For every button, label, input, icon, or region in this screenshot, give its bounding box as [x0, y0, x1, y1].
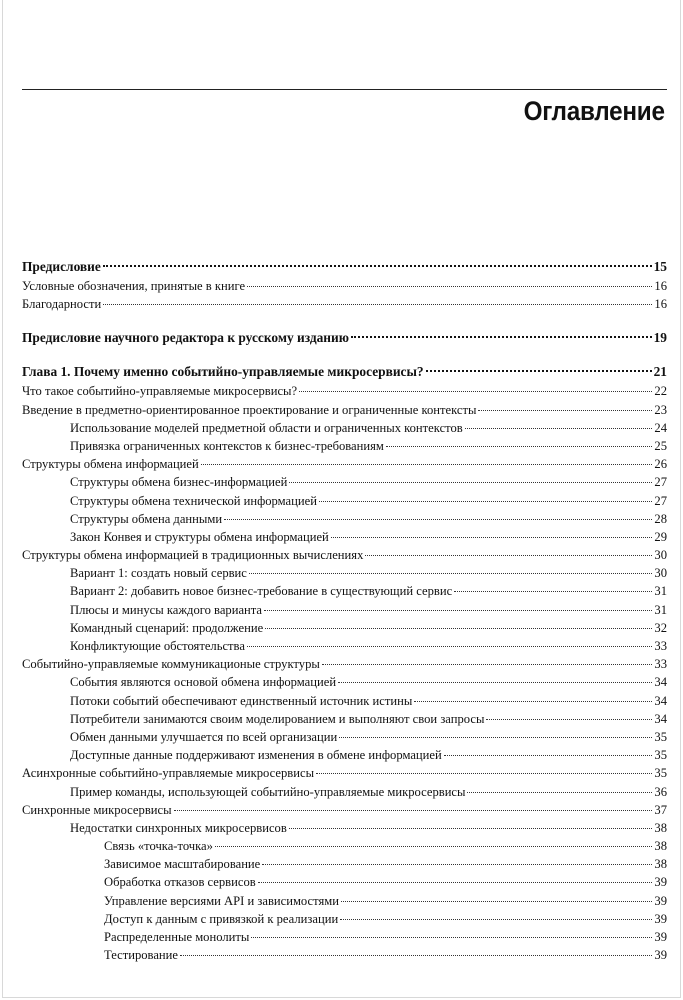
toc-entry-title: Синхронные микросервисы: [22, 801, 173, 819]
toc-entry[interactable]: [22, 455, 667, 473]
toc-page-number: 25: [654, 438, 667, 453]
toc-entry[interactable]: [22, 619, 667, 637]
toc-entry-title: События являются основой обмена информацией: [22, 673, 337, 691]
dot-leader: [247, 286, 652, 287]
dot-leader: [289, 482, 652, 483]
toc-entry-title: Глава 1. Почему именно событийно-управляемые микросервисы?: [22, 362, 425, 382]
toc-entry-title: Событийно-управляемые коммуникационые структуры: [22, 655, 321, 673]
toc-entry[interactable]: [22, 401, 667, 419]
toc-entry[interactable]: [22, 601, 667, 619]
toc-page-number: 24: [654, 420, 667, 435]
toc-page-number: 34: [654, 711, 667, 726]
dot-leader: [365, 555, 652, 556]
toc-entry[interactable]: [22, 946, 667, 964]
dot-leader: [174, 810, 652, 811]
dot-leader: [103, 304, 652, 305]
toc-page-number: 39: [654, 948, 667, 963]
toc-page-number: 36: [654, 784, 667, 799]
dot-leader: [339, 737, 652, 738]
toc-page-number: 27: [654, 475, 667, 490]
toc-entry-title: Вариант 2: добавить новое бизнес-требование в существующий сервис: [22, 582, 453, 600]
toc-page-number: 38: [654, 839, 667, 854]
table-of-contents: [22, 257, 667, 964]
dot-leader: [316, 773, 652, 774]
toc-page-number: 39: [654, 911, 667, 926]
toc-page-number: 39: [654, 875, 667, 890]
toc-page-number: 22: [654, 384, 667, 399]
toc-entry-title: Потоки событий обеспечивают единственный источник истины: [22, 692, 413, 710]
dot-leader: [249, 573, 652, 574]
toc-entry-title: Структуры обмена информацией: [22, 455, 200, 473]
toc-entry-editor-preface[interactable]: [22, 328, 667, 348]
toc-entry-acknowledgements[interactable]: [22, 295, 667, 313]
dot-leader: [201, 464, 652, 465]
toc-entry-title: Структуры обмена бизнес-информацией: [22, 473, 288, 491]
dot-leader: [414, 701, 652, 702]
dot-leader: [262, 864, 652, 865]
dot-leader: [426, 370, 652, 372]
toc-page-number: 33: [654, 657, 667, 672]
toc-entry[interactable]: [22, 419, 667, 437]
toc-page-number: 16: [654, 297, 667, 312]
toc-entry[interactable]: [22, 764, 667, 782]
toc-entry[interactable]: [22, 437, 667, 455]
toc-entry-title: Что такое событийно-управляемые микросервисы?: [22, 382, 298, 400]
toc-entry[interactable]: [22, 546, 667, 564]
toc-entry-title: Условные обозначения, принятые в книге: [22, 277, 246, 295]
toc-page-number: 34: [654, 675, 667, 690]
toc-page-number: 30: [654, 566, 667, 581]
page-title: Оглавление: [523, 96, 665, 126]
toc-entry-title: Зависимое масштабирование: [22, 855, 261, 873]
toc-page-number: 29: [654, 529, 667, 544]
toc-entry-title: Введение в предметно-ориентированное проектирование и ограниченные контексты: [22, 401, 477, 419]
toc-entry-title: Закон Конвея и структуры обмена информацией: [22, 528, 330, 546]
dot-leader: [289, 828, 652, 829]
toc-page-number: 32: [654, 620, 667, 635]
toc-entry-title: Структуры обмена данными: [22, 510, 223, 528]
toc-entry-title: Управление версиями API и зависимостями: [22, 892, 340, 910]
dot-leader: [386, 446, 652, 447]
toc-entry-title: Предисловие: [22, 257, 102, 277]
toc-entry-title: Плюсы и минусы каждого варианта: [22, 601, 263, 619]
toc-entry-title: Благодарности: [22, 295, 102, 313]
toc-entry[interactable]: [22, 910, 667, 928]
toc-entry[interactable]: [22, 855, 667, 873]
toc-entry-title: Командный сценарий: продолжение: [22, 619, 264, 637]
toc-entry-title: Привязка ограниченных контекстов к бизнес-требованиям: [22, 437, 385, 455]
dot-leader: [444, 755, 652, 756]
toc-entry-title: Пример команды, использующей событийно-управляемые микросервисы: [22, 783, 466, 801]
toc-entry-title: Вариант 1: создать новый сервис: [22, 564, 248, 582]
dot-leader: [215, 846, 652, 847]
toc-entry-title: Асинхронные событийно-управляемые микросервисы: [22, 764, 315, 782]
toc-entry[interactable]: [22, 728, 667, 746]
toc-entry-title: Использование моделей предметной области и ограниченных контекстов: [22, 419, 464, 437]
toc-entry[interactable]: [22, 473, 667, 491]
toc-page-number: 38: [654, 857, 667, 872]
toc-entry[interactable]: [22, 819, 667, 837]
toc-page-number: 39: [654, 893, 667, 908]
toc-entry-preface[interactable]: [22, 257, 667, 277]
toc-page-number: 31: [654, 602, 667, 617]
dot-leader: [478, 410, 652, 411]
toc-entry-title: Потребители занимаются своим моделированием и выполняют свои запросы: [22, 710, 485, 728]
dot-leader: [341, 901, 652, 902]
dot-leader: [319, 501, 652, 502]
dot-leader: [299, 391, 652, 392]
toc-page-number: 19: [653, 330, 667, 346]
toc-page-number: 23: [654, 402, 667, 417]
toc-entry[interactable]: [22, 510, 667, 528]
toc-entry[interactable]: [22, 382, 667, 400]
toc-entry[interactable]: [22, 928, 667, 946]
toc-page-number: 33: [654, 639, 667, 653]
dot-leader: [465, 428, 652, 429]
toc-entry-title: Тестирование: [22, 946, 179, 964]
toc-entry-title: Обработка отказов сервисов: [22, 873, 257, 891]
toc-entry-title: Обмен данными улучшается по всей организации: [22, 728, 338, 746]
toc-entry[interactable]: [22, 746, 667, 764]
toc-page-number: 15: [653, 259, 667, 274]
toc-entry[interactable]: [22, 783, 667, 801]
toc-page-number: 37: [654, 802, 667, 817]
toc-page-number: 26: [654, 457, 667, 472]
toc-entry[interactable]: [22, 873, 667, 891]
dot-leader: [331, 537, 652, 538]
dot-leader: [265, 628, 652, 629]
toc-entry-title: Доступ к данным с привязкой к реализации: [22, 910, 339, 928]
dot-leader: [224, 519, 652, 520]
toc-page-number: 27: [654, 493, 667, 508]
toc-page-number: 35: [654, 729, 667, 744]
dot-leader: [322, 664, 652, 665]
toc-entry[interactable]: [22, 582, 667, 600]
toc-entry-title: Конфликтующие обстоятельства: [22, 637, 246, 655]
toc-entry-title: Структуры обмена технической информацией: [22, 492, 318, 510]
toc-entry[interactable]: [22, 637, 667, 655]
toc-entry[interactable]: [22, 655, 667, 673]
toc-page-number: 21: [653, 364, 667, 380]
toc-entry[interactable]: [22, 528, 667, 546]
toc-entry-chapter-1[interactable]: [22, 362, 667, 382]
dot-leader: [251, 937, 652, 938]
toc-page-number: 30: [654, 548, 667, 563]
toc-entry[interactable]: [22, 892, 667, 910]
toc-entry-title: Предисловие научного редактора к русскому изданию: [22, 328, 350, 348]
toc-entry-title: Структуры обмена информацией в традиционных вычислениях: [22, 546, 364, 564]
toc-entry[interactable]: [22, 837, 667, 855]
toc-entry[interactable]: [22, 801, 667, 819]
toc-entry[interactable]: [22, 673, 667, 691]
dot-leader: [467, 792, 652, 793]
toc-page-number: 34: [654, 693, 667, 708]
toc-page-number: 35: [654, 748, 667, 763]
toc-page-number: 38: [654, 820, 667, 835]
toc-page-number: 39: [654, 930, 667, 944]
dot-leader: [338, 682, 652, 683]
toc-entry[interactable]: [22, 692, 667, 710]
toc-page-number: 16: [654, 279, 667, 293]
toc-page-number: 31: [654, 584, 667, 599]
toc-entry-title: Распределенные монолиты: [22, 928, 250, 946]
toc-entry[interactable]: [22, 492, 667, 510]
dot-leader: [340, 919, 652, 920]
toc-entry-title: Доступные данные поддерживают изменения в обмене информацией: [22, 746, 443, 764]
dot-leader: [103, 265, 652, 267]
toc-entry[interactable]: [22, 564, 667, 582]
toc-entry-title: Связь «точка-точка»: [22, 837, 214, 855]
toc-entry-conventions[interactable]: [22, 277, 667, 295]
dot-leader: [247, 646, 652, 647]
dot-leader: [264, 610, 652, 611]
toc-entry-title: Недостатки синхронных микросервисов: [22, 819, 288, 837]
dot-leader: [486, 719, 652, 720]
dot-leader: [180, 955, 652, 956]
dot-leader: [454, 591, 652, 592]
header-rule: [22, 89, 667, 90]
toc-page-number: 35: [654, 766, 667, 781]
toc-page-number: 28: [654, 511, 667, 526]
toc-entry[interactable]: [22, 710, 667, 728]
dot-leader: [351, 336, 652, 338]
dot-leader: [258, 882, 652, 883]
